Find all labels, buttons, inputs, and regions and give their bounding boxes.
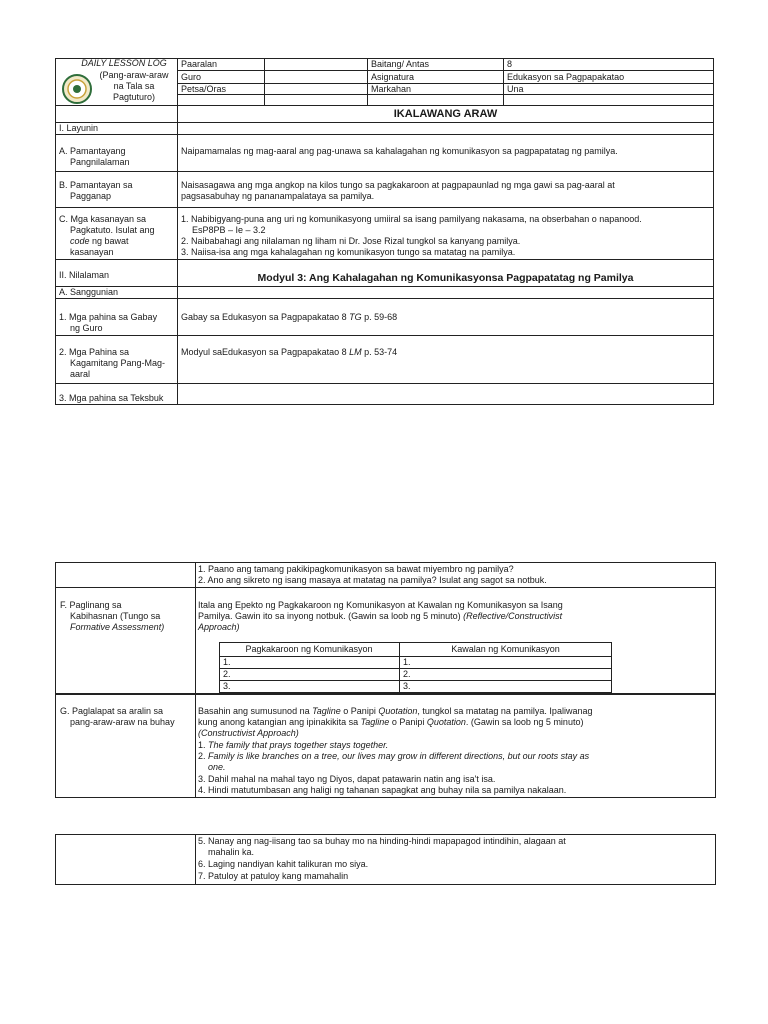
- field-label-markahan: Markahan: [371, 84, 412, 94]
- g-text-2: kung anong katangian ang ipinakikita sa Tagline o Panipi Quotation. (Gawin sa loob ng 5 minuto): [198, 717, 584, 727]
- text-b-2: pagsasabuhay ng pananampalataya sa pamilya.: [181, 191, 375, 201]
- field-value-markahan: Una: [507, 84, 524, 94]
- g-label-2: pang-araw-araw na buhay: [70, 717, 175, 727]
- field-label-asignatura: Asignatura: [371, 72, 415, 82]
- item-5-cont: mahalin ka.: [208, 847, 255, 857]
- log-subtitle-3: Pagtuturo): [112, 92, 156, 102]
- inner-row-1-left: 1.: [223, 657, 231, 667]
- inner-row-1-right: 1.: [403, 657, 411, 667]
- item-7: 7. Patuloy at patuloy kang mamahalin: [198, 871, 349, 881]
- c-item-2: 2. Naibabahagi ang nilalaman ng liham ni Dr. Jose Rizal tungkol sa kanyang pamilya.: [181, 236, 521, 246]
- r2-label-3: aaral: [70, 369, 91, 379]
- label-c-4: kasanayan: [70, 247, 114, 257]
- label-b-2: Pagganap: [70, 191, 112, 201]
- item-6: 6. Laging nandiyan kahit talikuran mo siya.: [198, 859, 369, 869]
- g-text-3: (Constructivist Approach): [198, 728, 299, 738]
- field-label-baitang: Baitang/ Antas: [371, 59, 430, 69]
- question-2: 2. Ano ang sikreto ng isang masaya at matatag na pamilya? Isulat ang sagot sa notbuk.: [198, 575, 547, 585]
- f-label-1: F. Paglinang sa: [60, 600, 122, 610]
- g-item-1: 1. The family that prays together stays together.: [198, 740, 389, 750]
- field-value-baitang: 8: [507, 59, 513, 69]
- c-item-code: EsP8PB – Ie – 3.2: [192, 225, 266, 235]
- field-value-asignatura: Edukasyon sa Pagpapakatao: [507, 72, 625, 82]
- text-a: Naipamamalas ng mag-aaral ang pag-unawa sa kahalagahan ng komunikasyon sa pagpapatatag ng pamilya.: [181, 146, 618, 156]
- r3-label: 3. Mga pahina sa Teksbuk: [59, 393, 164, 403]
- g-item-2: 2. Family is like branches on a tree, our lives may grow in different directions, but our roots stay as: [198, 751, 590, 761]
- g-item-2-cont: one.: [208, 762, 226, 772]
- f-text-3: Approach): [198, 622, 240, 632]
- f-label-3: Formative Assessment): [70, 622, 165, 632]
- r1-text: Gabay sa Edukasyon sa Pagpapakatao 8 TG p. 59-68: [181, 312, 398, 322]
- inner-row-2-left: 2.: [223, 669, 231, 679]
- f-text-2: Pamilya. Gawin ito sa inyong notbuk. (Gawin sa loob ng 5 minuto) (Reflective/Constructivist: [198, 611, 563, 621]
- deped-seal-icon: [62, 74, 92, 104]
- label-b-1: B. Pamantayan sa: [59, 180, 133, 190]
- r2-label-1: 2. Mga Pahina sa: [59, 347, 130, 357]
- item-5: 5. Nanay ang nag-iisang tao sa buhay mo na hinding-hindi mapapagod intindihin, alagaan at: [198, 836, 566, 846]
- label-a-1: A. Pamantayang: [59, 146, 126, 156]
- section-layunin: I. Layunin: [59, 123, 99, 133]
- g-item-4: 4. Hindi matutumbasan ang haligi ng tahanan sapagkat ang buhay nila sa pamilya nakalaan.: [198, 785, 567, 795]
- field-label-guro: Guro: [181, 72, 202, 82]
- r2-label-2: Kagamitang Pang-Mag-: [70, 358, 166, 368]
- log-subtitle-1: (Pang-araw-araw: [99, 70, 169, 80]
- r2-text: Modyul saEdukasyon sa Pagpapakatao 8 LM p. 53-74: [181, 347, 398, 357]
- modyul-title: Modyul 3: Ang Kahalagahan ng Komunikasyonsa Pagpapatatag ng Pamilya: [257, 272, 634, 284]
- r1-label-1: 1. Mga pahina sa Gabay: [59, 312, 158, 322]
- field-label-petsa: Petsa/Oras: [181, 84, 227, 94]
- label-c-3: code ng bawat: [70, 236, 129, 246]
- label-c-1: C. Mga kasanayan sa: [59, 214, 147, 224]
- inner-header-pagkakaroon: Pagkakaroon ng Komunikasyon: [245, 644, 373, 654]
- label-a-2: Pangnilalaman: [70, 157, 130, 167]
- section-nilalaman: II. Nilalaman: [59, 270, 110, 280]
- g-label-1: G. Paglalapat sa aralin sa: [60, 706, 164, 716]
- c-item-3: 3. Naiisa-isa ang mga kahalagahan ng komunikasyon tungo sa matatag na pamilya.: [181, 247, 516, 257]
- section-sanggunian: A. Sanggunian: [59, 287, 119, 297]
- g-text-1: Basahin ang sumusunod na Tagline o Panipi Quotation, tungkol sa matatag na pamilya. Ipaliwanag: [198, 706, 593, 716]
- r1-label-2: ng Guro: [70, 323, 103, 333]
- text-b-1: Naisasagawa ang mga angkop na kilos tungo sa pagkakaroon at pagpapaunlad ng mga gawi sa pag-aaral at: [181, 180, 615, 190]
- f-text-1: Itala ang Epekto ng Pagkakaroon ng Komunikasyon at Kawalan ng Komunikasyon sa Isang: [198, 600, 563, 610]
- field-label-paaralan: Paaralan: [181, 59, 218, 69]
- question-1: 1. Paano ang tamang pakikipagkomunikasyon sa bawat miyembro ng pamilya?: [198, 564, 514, 574]
- inner-row-3-right: 3.: [403, 681, 411, 691]
- f-label-2: Kabihasnan (Tungo sa: [70, 611, 161, 621]
- inner-header-kawalan: Kawalan ng Komunikasyon: [451, 644, 560, 654]
- day-title: IKALAWANG ARAW: [393, 108, 498, 120]
- inner-row-2-right: 2.: [403, 669, 411, 679]
- log-subtitle-2: na Tala sa: [113, 81, 155, 91]
- log-title: DAILY LESSON LOG: [81, 58, 167, 68]
- c-item-1: 1. Nabibigyang-puna ang uri ng komunikasyong umiiral sa isang pamilyang nakasama, na obserbahan o napanood.: [181, 214, 642, 224]
- g-item-3: 3. Dahil mahal na mahal tayo ng Diyos, dapat patawarin natin ang isa't isa.: [198, 774, 496, 784]
- inner-row-3-left: 3.: [223, 681, 231, 691]
- label-c-2: Pagkatuto. Isulat ang: [70, 225, 155, 235]
